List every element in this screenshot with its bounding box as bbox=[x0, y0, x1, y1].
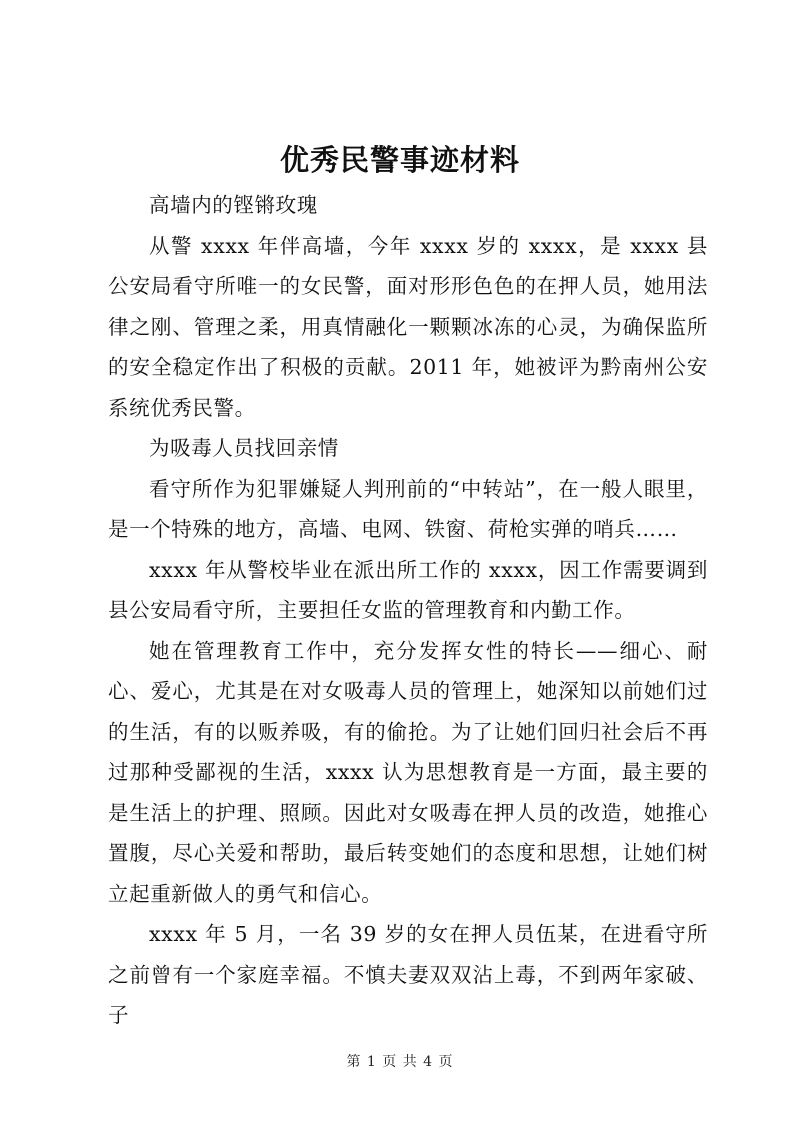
paragraph: xxxx 年 5 月，一名 39 岁的女在押人员伍某，在进看守所之前曾有一个家庭幸福。不慎夫妻双双沾上毒，不到两年家破、子 bbox=[108, 922, 708, 1027]
paragraph: 她在管理教育工作中，充分发挥女性的特长——细心、耐心、爱心，尤其是在对女吸毒人员的管理上，她深知以前她们过的生活，有的以贩养吸，有的偷抢。为了让她们回归社会后不再过那种受鄙视的生活，xxxx 认为思想教育是一方面，最主要的是生活上的护理、照顾。因此对女吸毒在押人员的改造，她推心置腹，尽心关爱和帮助，最后转变她们的态度和思想，让她们树立起重新做人的勇气和信心。 bbox=[108, 638, 708, 906]
paragraph: 看守所作为犯罪嫌疑人判刑前的“中转站”，在一般人眼里，是一个特殊的地方，高墙、电网、铁窗、荷枪实弹的哨兵…… bbox=[108, 476, 708, 541]
paragraph: xxxx 年从警校毕业在派出所工作的 xxxx，因工作需要调到县公安局看守所，主要担任女监的管理教育和内勤工作。 bbox=[108, 557, 708, 622]
section-heading: 高墙内的铿锵玫瑰 bbox=[149, 193, 318, 217]
page-footer: 第 1 页 共 4 页 bbox=[346, 1054, 454, 1070]
document-title: 优秀民警事迹材料 bbox=[279, 143, 520, 177]
document-body bbox=[108, 185, 708, 1036]
section-heading: 为吸毒人员找回亲情 bbox=[149, 436, 339, 460]
paragraph: 从警 xxxx 年伴高墙，今年 xxxx 岁的 xxxx，是 xxxx 县公安局看守所唯一的女民警，面对形形色色的在押人员，她用法律之刚、管理之柔，用真情融化一颗颗冰冻的心灵，为确保监所的安全稳定作出了积极的贡献。2011 年，她被评为黔南州公安系统优秀民警。 bbox=[108, 233, 708, 420]
